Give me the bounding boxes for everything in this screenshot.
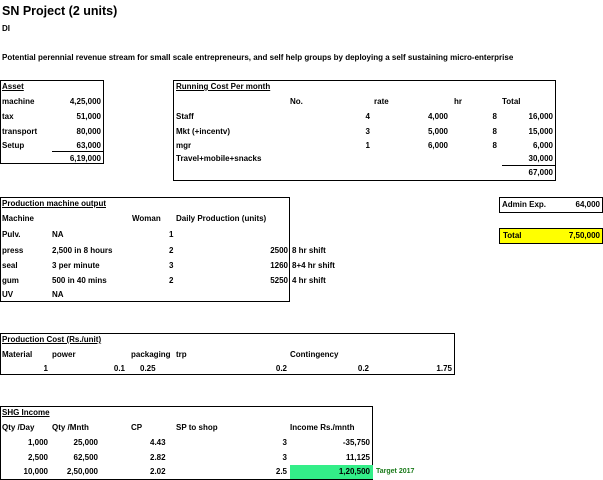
page-title: SN Project (2 units): [2, 4, 118, 18]
production-cost-col-packaging: packaging: [131, 350, 171, 359]
running-cost-heading: Running Cost Per month: [176, 82, 271, 91]
shg-income: 1,20,500: [338, 467, 370, 476]
production-output-col-machine: Machine: [2, 214, 35, 223]
production-machine: UV: [2, 290, 14, 299]
running-cost-no: 3: [365, 127, 370, 136]
shg-sp: 2.5: [275, 467, 287, 476]
admin-label: Admin Exp.: [502, 200, 547, 209]
running-cost-label: Staff: [176, 112, 194, 121]
shg-income-heading: SHG Income: [2, 408, 50, 417]
production-cost-col-power: power: [52, 350, 76, 359]
shg-income: 11,125: [345, 453, 370, 462]
shg-qty-day: 2,500: [27, 453, 48, 462]
running-cost-total: 6,000: [532, 141, 553, 150]
shg-col-sp: SP to shop: [176, 423, 218, 432]
shg-qty-day: 1,000: [27, 438, 48, 447]
production-shift: 8+4 hr shift: [292, 261, 335, 270]
production-rate: 3 per minute: [52, 261, 100, 270]
running-cost-grand-total: 67,000: [528, 168, 553, 177]
production-daily: 1260: [270, 261, 288, 270]
page-subtitle: DI: [2, 24, 10, 33]
running-cost-travel-label: Travel+mobile+snacks: [176, 154, 262, 163]
asset-label: Setup: [2, 141, 25, 150]
production-rate: NA: [52, 290, 64, 299]
running-cost-rate: 6,000: [427, 141, 448, 150]
shg-cp: 2.02: [150, 467, 166, 476]
shg-col-income: Income Rs./mnth: [290, 423, 355, 432]
production-cost-col-material: Material: [2, 350, 33, 359]
shg-qty-month: 62,500: [73, 453, 98, 462]
running-cost-col-rate: rate: [374, 97, 389, 106]
production-cost-value: 0.25: [140, 364, 156, 373]
production-output-col-daily: Daily Production (units): [176, 214, 267, 223]
running-cost-no: 1: [365, 141, 370, 150]
shg-qty-month: 25,000: [73, 438, 98, 447]
running-cost-col-total: Total: [502, 97, 521, 106]
asset-label: tax: [2, 112, 14, 121]
shg-sp: 3: [282, 438, 287, 447]
asset-label: transport: [2, 127, 38, 136]
shg-sp: 3: [282, 453, 287, 462]
production-daily: 2500: [270, 246, 288, 255]
production-output-box: [0, 197, 290, 302]
production-cost-heading: Production Cost (Rs./unit): [2, 335, 102, 344]
running-cost-col-no: No.: [290, 97, 303, 106]
production-cost-col-trp: trp: [176, 350, 187, 359]
shg-cp: 4.43: [150, 438, 166, 447]
production-woman: 2: [169, 246, 174, 255]
production-rate: 2,500 in 8 hours: [52, 246, 113, 255]
production-rate: 500 in 40 mins: [52, 276, 107, 285]
running-cost-hr: 8: [492, 127, 497, 136]
production-cost-value: 1: [43, 364, 48, 373]
running-cost-no: 4: [365, 112, 370, 121]
production-machine: press: [2, 246, 24, 255]
production-machine: gum: [2, 276, 19, 285]
production-daily: 5250: [270, 276, 288, 285]
asset-value: 4,25,000: [69, 97, 101, 106]
shg-qty-day: 10,000: [23, 467, 48, 476]
admin-value: 64,000: [575, 200, 600, 209]
running-cost-hr: 8: [492, 141, 497, 150]
shg-income: -35,750: [342, 438, 370, 447]
production-machine: Pulv.: [2, 230, 21, 239]
asset-value: 51,000: [76, 112, 101, 121]
shg-target-label: Target 2017: [376, 468, 415, 475]
asset-label: machine: [2, 97, 35, 106]
shg-col-qty-day: Qty /Day: [2, 423, 35, 432]
production-shift: 8 hr shift: [292, 246, 326, 255]
running-cost-label: mgr: [176, 141, 192, 150]
running-cost-col-hr: hr: [454, 97, 462, 106]
production-woman: 2: [169, 276, 174, 285]
production-rate: NA: [52, 230, 64, 239]
asset-total: 6,19,000: [69, 154, 101, 163]
running-cost-label: Mkt (+incentv): [176, 127, 231, 136]
asset-value: 63,000: [76, 141, 101, 150]
shg-col-cp: CP: [131, 423, 143, 432]
asset-value: 80,000: [76, 127, 101, 136]
production-woman: 1: [169, 230, 174, 239]
running-cost-total: 15,000: [528, 127, 553, 136]
production-machine: seal: [2, 261, 18, 270]
production-output-col-woman: Woman: [132, 214, 161, 223]
production-cost-value: 1.75: [436, 364, 452, 373]
running-cost-travel-total: 30,000: [528, 154, 553, 163]
shg-cp: 2.82: [150, 453, 166, 462]
production-output-heading: Production machine output: [2, 199, 106, 208]
asset-divider: [52, 151, 104, 152]
running-cost-rate: 4,000: [427, 112, 448, 121]
running-cost-rate: 5,000: [427, 127, 448, 136]
shg-col-qty-month: Qty /Mnth: [52, 423, 89, 432]
running-cost-hr: 8: [492, 112, 497, 121]
production-cost-value: 0.2: [357, 364, 369, 373]
production-cost-col-contingency: Contingency: [290, 350, 339, 359]
production-shift: 4 hr shift: [292, 276, 326, 285]
production-cost-value: 0.2: [275, 364, 287, 373]
asset-heading: Asset: [2, 82, 24, 91]
shg-qty-month: 2,50,000: [66, 467, 98, 476]
running-cost-divider: [502, 165, 555, 166]
running-cost-total: 16,000: [528, 112, 553, 121]
production-cost-value: 0.1: [113, 364, 125, 373]
total-value: 7,50,000: [568, 231, 600, 240]
page-description: Potential perennial revenue stream for small scale entrepreneurs, and self help groups by deploying a self sustaining micro-enterprise: [2, 53, 514, 62]
production-woman: 3: [169, 261, 174, 270]
total-label: Total: [503, 231, 522, 240]
